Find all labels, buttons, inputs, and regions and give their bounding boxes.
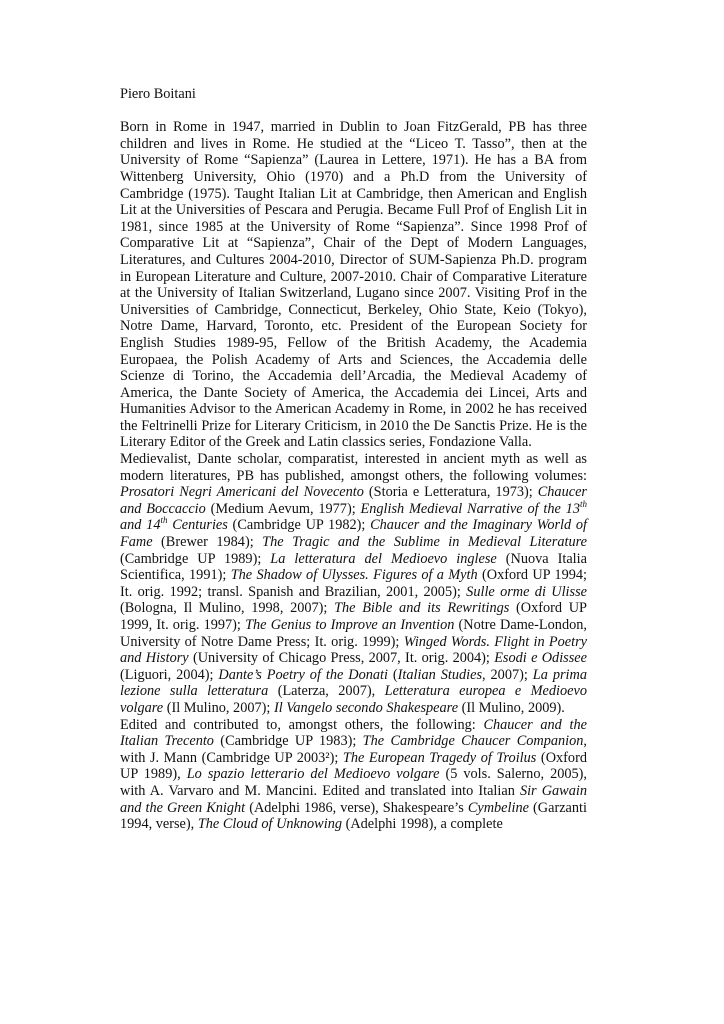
text-run: (Il Mulino, 2007); [163, 699, 274, 716]
author-name: Piero Boitani [120, 86, 196, 102]
text-run: (Nuova Italia Scientifica, 1991); [120, 550, 587, 584]
text-run: (Adelphi 1998), a complete [342, 816, 503, 833]
italic-title: and 14 [120, 517, 161, 534]
italic-title: Chaucer and the Italian Trecento [120, 716, 588, 750]
italic-title: Sir Gawain and the Green Knight [120, 782, 587, 816]
text-run: (Storia e Letteratura, 1973); [363, 484, 538, 501]
edited-works-paragraph [120, 717, 587, 833]
italic-title: The Tragic and the Sublime in Medieval Literature [262, 534, 587, 551]
text-run: (Cambridge UP 1982); [227, 517, 371, 534]
text-run: (Il Mulino, 2009). [458, 699, 565, 716]
text-run: (Cambridge UP 1989); [120, 550, 271, 567]
text-run: (Adelphi 1986, verse), Shakespeare’s [245, 799, 468, 816]
italic-title: Esodi e Odissee [494, 650, 587, 667]
text-run: (Liguori, 2004); [120, 666, 219, 683]
text-run: (Notre Dame-London, University of Notre Dame Press; It. orig. 1999); [120, 617, 587, 650]
text-run: Edited and contributed to, amongst others, the following: [120, 716, 484, 733]
italic-title: Cymbeline [467, 799, 529, 816]
italic-title: Centuries [167, 517, 228, 534]
text-run: (5 vols. Salerno, 2005), with A. Varvaro and M. Mancini. Edited and translated into Italian [120, 766, 587, 799]
italic-title: The Cloud of Unknowing [197, 816, 342, 833]
document-page [120, 86, 587, 833]
italic-title: Lo spazio letterario del Medioevo volgare [186, 766, 440, 783]
italic-title: The European Tragedy of Troilus [342, 749, 537, 766]
text-run: (Medium Aevum, 1977); [205, 500, 361, 517]
italic-title: Chaucer and the Imaginary World of Fame [120, 517, 588, 551]
italic-title [160, 517, 167, 533]
text-run: (Bologna, Il Mulino, 1998, 2007); [120, 600, 335, 617]
italic-title: Winged Words. Flight in Poetry and History [120, 633, 587, 667]
ordinal-superscript: th [160, 515, 168, 526]
italic-title: Italian Studies [397, 666, 483, 683]
text-run: ( [387, 666, 398, 683]
italic-title [580, 501, 587, 517]
text-run: , 2007); [482, 666, 533, 683]
text-run: (University of Chicago Press, 2007, It. orig. 2004); [188, 650, 495, 667]
italic-title: La letteratura del Medioevo inglese [270, 550, 497, 567]
italic-title: The Shadow of Ulysses. Figures of a Myth [230, 567, 478, 584]
text-run: (Laterza, 2007), [268, 683, 385, 700]
text-run: (Brewer 1984); [152, 534, 263, 551]
italic-title: Chaucer and Boccaccio [120, 484, 587, 517]
italic-title: The Bible and its Rewritings [334, 600, 510, 617]
italic-title: English Medieval Narrative of the 13 [360, 500, 580, 517]
ordinal-superscript: th [579, 499, 587, 510]
biography-paragraph: Born in Rome in 1947, married in Dublin to Joan FitzGerald, PB has three children and lives in Rome. He studied at the “Liceo T. Tasso”, then at the University of Rome “Sapienza” (Laurea in Lettere, 1971). He has a BA from Wittenberg University, Ohio (1970) and a Ph.D from the University of Cambridge (1975). Taught Italian Lit at Cambridge, then American and English Lit at the Universities of Pescara and Perugia. Became Full Prof of English Lit in 1981, since 1985 at the University of Rome “Sapienza”. Since 1998 Prof of Comparative Lit at “Sapienza”, Chair of the Dept of Modern Languages, Literatures, and Cultures 2004-2010, Director of SUM-Sapienza Ph.D. program in European Literature and Culture, 2007-2010. Chair of Comparative Literature at the University of Italian Switzerland, Lugano since 2007. Visiting Prof in the Universities of Cambridge, Connecticut, Berkeley, Ohio State, Keio (Tokyo), Notre Dame, Harvard, Toronto, etc. President of the European Society for English Studies 1989-95, Fellow of the British Academy, the Academia Europaea, the Polish Academy of Arts and Sciences, the Accademia delle Scienze di Torino, the Accademia dell’Arcadia, the Medieval Academy of America, the Dante Society of America, the Accademia dei Lincei, Arts and Humanities Advisor to the American Academy in Rome, in 2002 he has received the Feltrinelli Prize for Literary Criticism, in 2010 the De Sanctis Prize. He is the Literary Editor of the Greek and Latin classics series, Fondazione Valla. [120, 119, 587, 451]
text-run: Medievalist, Dante scholar, comparatist, interested in ancient myth as well as modern literatures, PB has published, amongst others, the following volumes: [120, 451, 587, 484]
italic-title: Sulle orme di Ulisse [466, 583, 587, 600]
text-run: (Garzanti 1994, verse), [120, 799, 587, 833]
text-run: , with J. Mann (Cambridge UP 2003²); [120, 733, 587, 766]
text-run: (Oxford UP 1994; It. orig. 1992; transl. Spanish and Brazilian, 2001, 2005); [120, 567, 587, 600]
italic-title: The Cambridge Chaucer Companion [362, 733, 584, 750]
italic-title: Letteratura europea e Medioevo volgare [120, 683, 588, 716]
text-run: (Oxford UP 1999, It. orig. 1997); [120, 600, 587, 633]
italic-title: Dante’s Poetry of the Donati [218, 666, 388, 683]
italic-title: Il Vangelo secondo Shakespeare [273, 699, 459, 716]
text-run: (Oxford UP 1989), [120, 749, 587, 783]
italic-title: La prima lezione sulla letteratura [120, 666, 587, 700]
italic-title: The Genius to Improve an Invention [245, 617, 455, 633]
italic-title: Prosatori Negri Americani del Novecento [120, 484, 364, 501]
text-run: (Cambridge UP 1983); [213, 733, 363, 750]
publications-paragraph [120, 451, 587, 717]
